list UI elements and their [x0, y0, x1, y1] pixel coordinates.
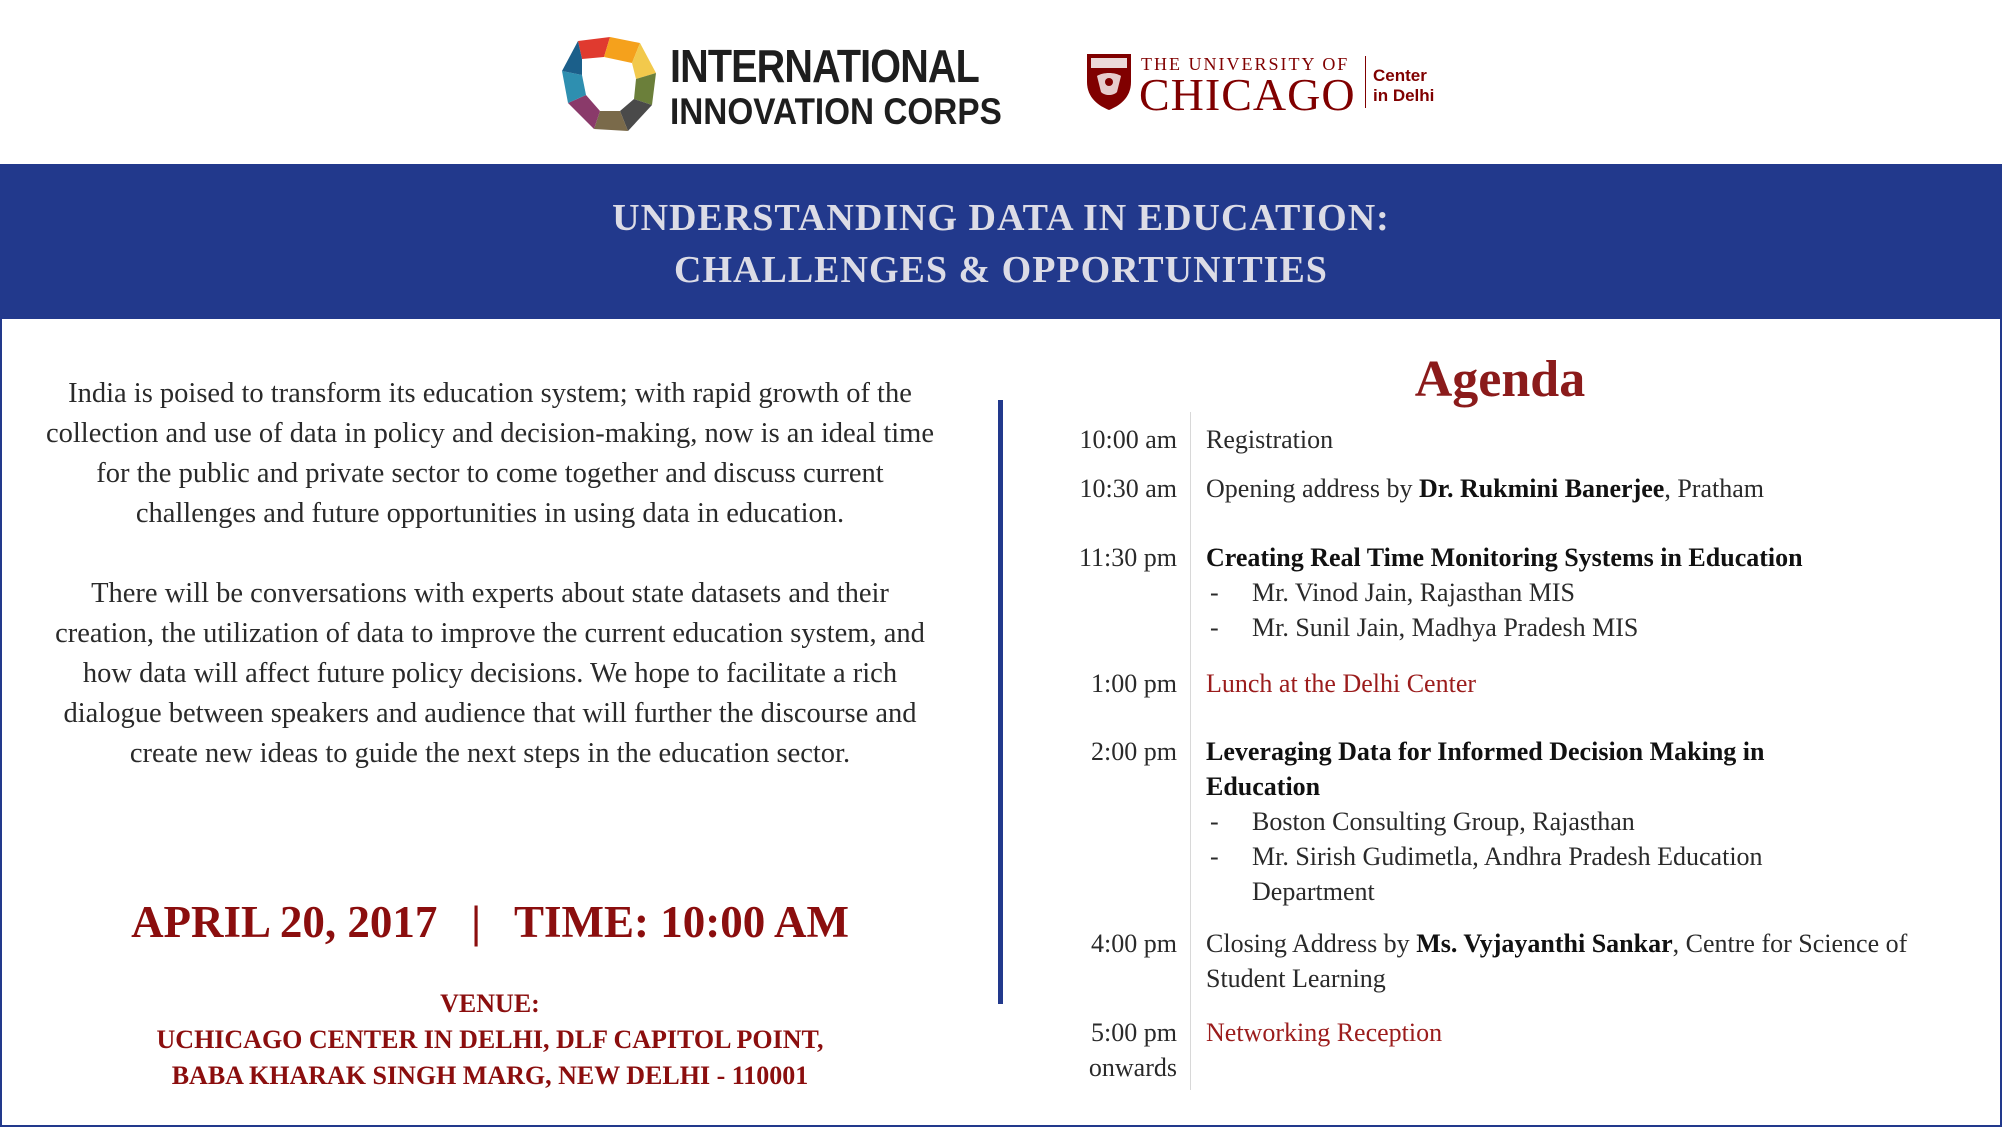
venue-block	[40, 986, 940, 1094]
venue-label: VENUE:	[440, 989, 540, 1018]
intro-paragraph-1: India is poised to transform its education system; with rapid growth of the collection and use of data in policy and decision-making, now is an ideal time for the public and private sector to come together and discuss current challenges and future opportunities in using data in education.	[45, 378, 934, 529]
column-divider	[998, 400, 1003, 1004]
agenda-time: 2:00 pm	[1091, 737, 1177, 766]
agenda-session	[1206, 734, 1966, 909]
event-time: TIME: 10:00 AM	[513, 897, 849, 947]
date-separator: |	[471, 897, 482, 947]
uchicago-logo	[1085, 52, 1445, 120]
banner-title-line2: CHALLENGES & OPPORTUNITIES	[674, 249, 1328, 291]
agenda-time: 10:00 am	[1079, 425, 1177, 454]
agenda-speaker: Dr. Rukmini Banerjee	[1419, 474, 1665, 503]
iic-logo-line1: INTERNATIONAL	[670, 40, 979, 92]
agenda-speaker-item: - Mr. Sunil Jain, Madhya Pradesh MIS	[1206, 610, 1966, 645]
agenda-time: 5:00 pm onwards	[1088, 1018, 1177, 1082]
center-line2: in Delhi	[1373, 86, 1435, 105]
agenda-text: Networking Reception	[1206, 1018, 1443, 1047]
event-date-time	[40, 896, 940, 948]
center-in-delhi-text	[1373, 66, 1434, 106]
venue-line1: UCHICAGO CENTER IN DELHI, DLF CAPITOL POINT,	[156, 1025, 824, 1054]
iic-logo-line2: INNOVATION CORPS	[670, 91, 1002, 132]
agenda-text	[1206, 926, 1966, 996]
iic-logo	[558, 33, 1002, 137]
intro-text	[40, 374, 940, 814]
agenda-text: Lunch at the Delhi Center	[1206, 669, 1477, 698]
agenda-session	[1206, 540, 1966, 645]
title-banner	[0, 164, 2002, 319]
venue-line2: BABA KHARAK SINGH MARG, NEW DELHI - 110001	[171, 1061, 809, 1090]
banner-title-line1: UNDERSTANDING DATA IN EDUCATION:	[612, 197, 1390, 239]
center-line1: Center	[1373, 66, 1427, 85]
uchicago-big-text: CHICAGO	[1139, 69, 1356, 120]
agenda-time: 4:00 pm	[1091, 929, 1177, 958]
event-date: APRIL 20, 2017	[131, 897, 438, 947]
agenda-time: 10:30 am	[1079, 474, 1177, 503]
agenda-speaker-item: - Mr. Sirish Gudimetla, Andhra Pradesh Education Department	[1206, 839, 1812, 909]
agenda-text-pre: Closing Address by	[1206, 929, 1417, 958]
agenda-speaker-item: - Mr. Vinod Jain, Rajasthan MIS	[1206, 575, 1966, 610]
iic-pinwheel-logo-icon	[558, 33, 662, 137]
uchicago-small-text: THE UNIVERSITY OF	[1141, 54, 1350, 74]
agenda-time: 11:30 pm	[1079, 543, 1177, 572]
agenda-time-column-rule	[1190, 412, 1191, 1090]
agenda-text: Registration	[1206, 425, 1334, 454]
uchicago-shield-icon	[1085, 52, 1133, 112]
header	[0, 0, 2002, 164]
agenda-text-post: , Pratham	[1664, 474, 1764, 503]
agenda-speaker-item: - Boston Consulting Group, Rajasthan	[1206, 804, 1966, 839]
agenda-session-title: Creating Real Time Monitoring Systems in Education	[1206, 543, 1803, 572]
agenda-text	[1206, 471, 1966, 506]
agenda-text-post: , Centre for Science of Student Learning	[1206, 929, 1908, 993]
agenda-speaker: Ms. Vyjayanthi Sankar	[1416, 929, 1673, 958]
agenda-time: 1:00 pm	[1091, 669, 1177, 698]
intro-paragraph-2: There will be conversations with experts about state datasets and their creation, the utilization of data to improve the current education system, and how data will affect future policy decisions. We hope to facilitate a rich dialogue between speakers and audience that will further the discourse and create new ideas to guide the next steps in the education sector.	[55, 578, 925, 769]
agenda-title: Agenda	[1414, 351, 1586, 408]
agenda-session-title: Leveraging Data for Informed Decision Making in Education	[1206, 737, 1765, 801]
agenda-text-pre: Opening address by	[1206, 474, 1420, 503]
logo-divider	[1365, 56, 1366, 108]
